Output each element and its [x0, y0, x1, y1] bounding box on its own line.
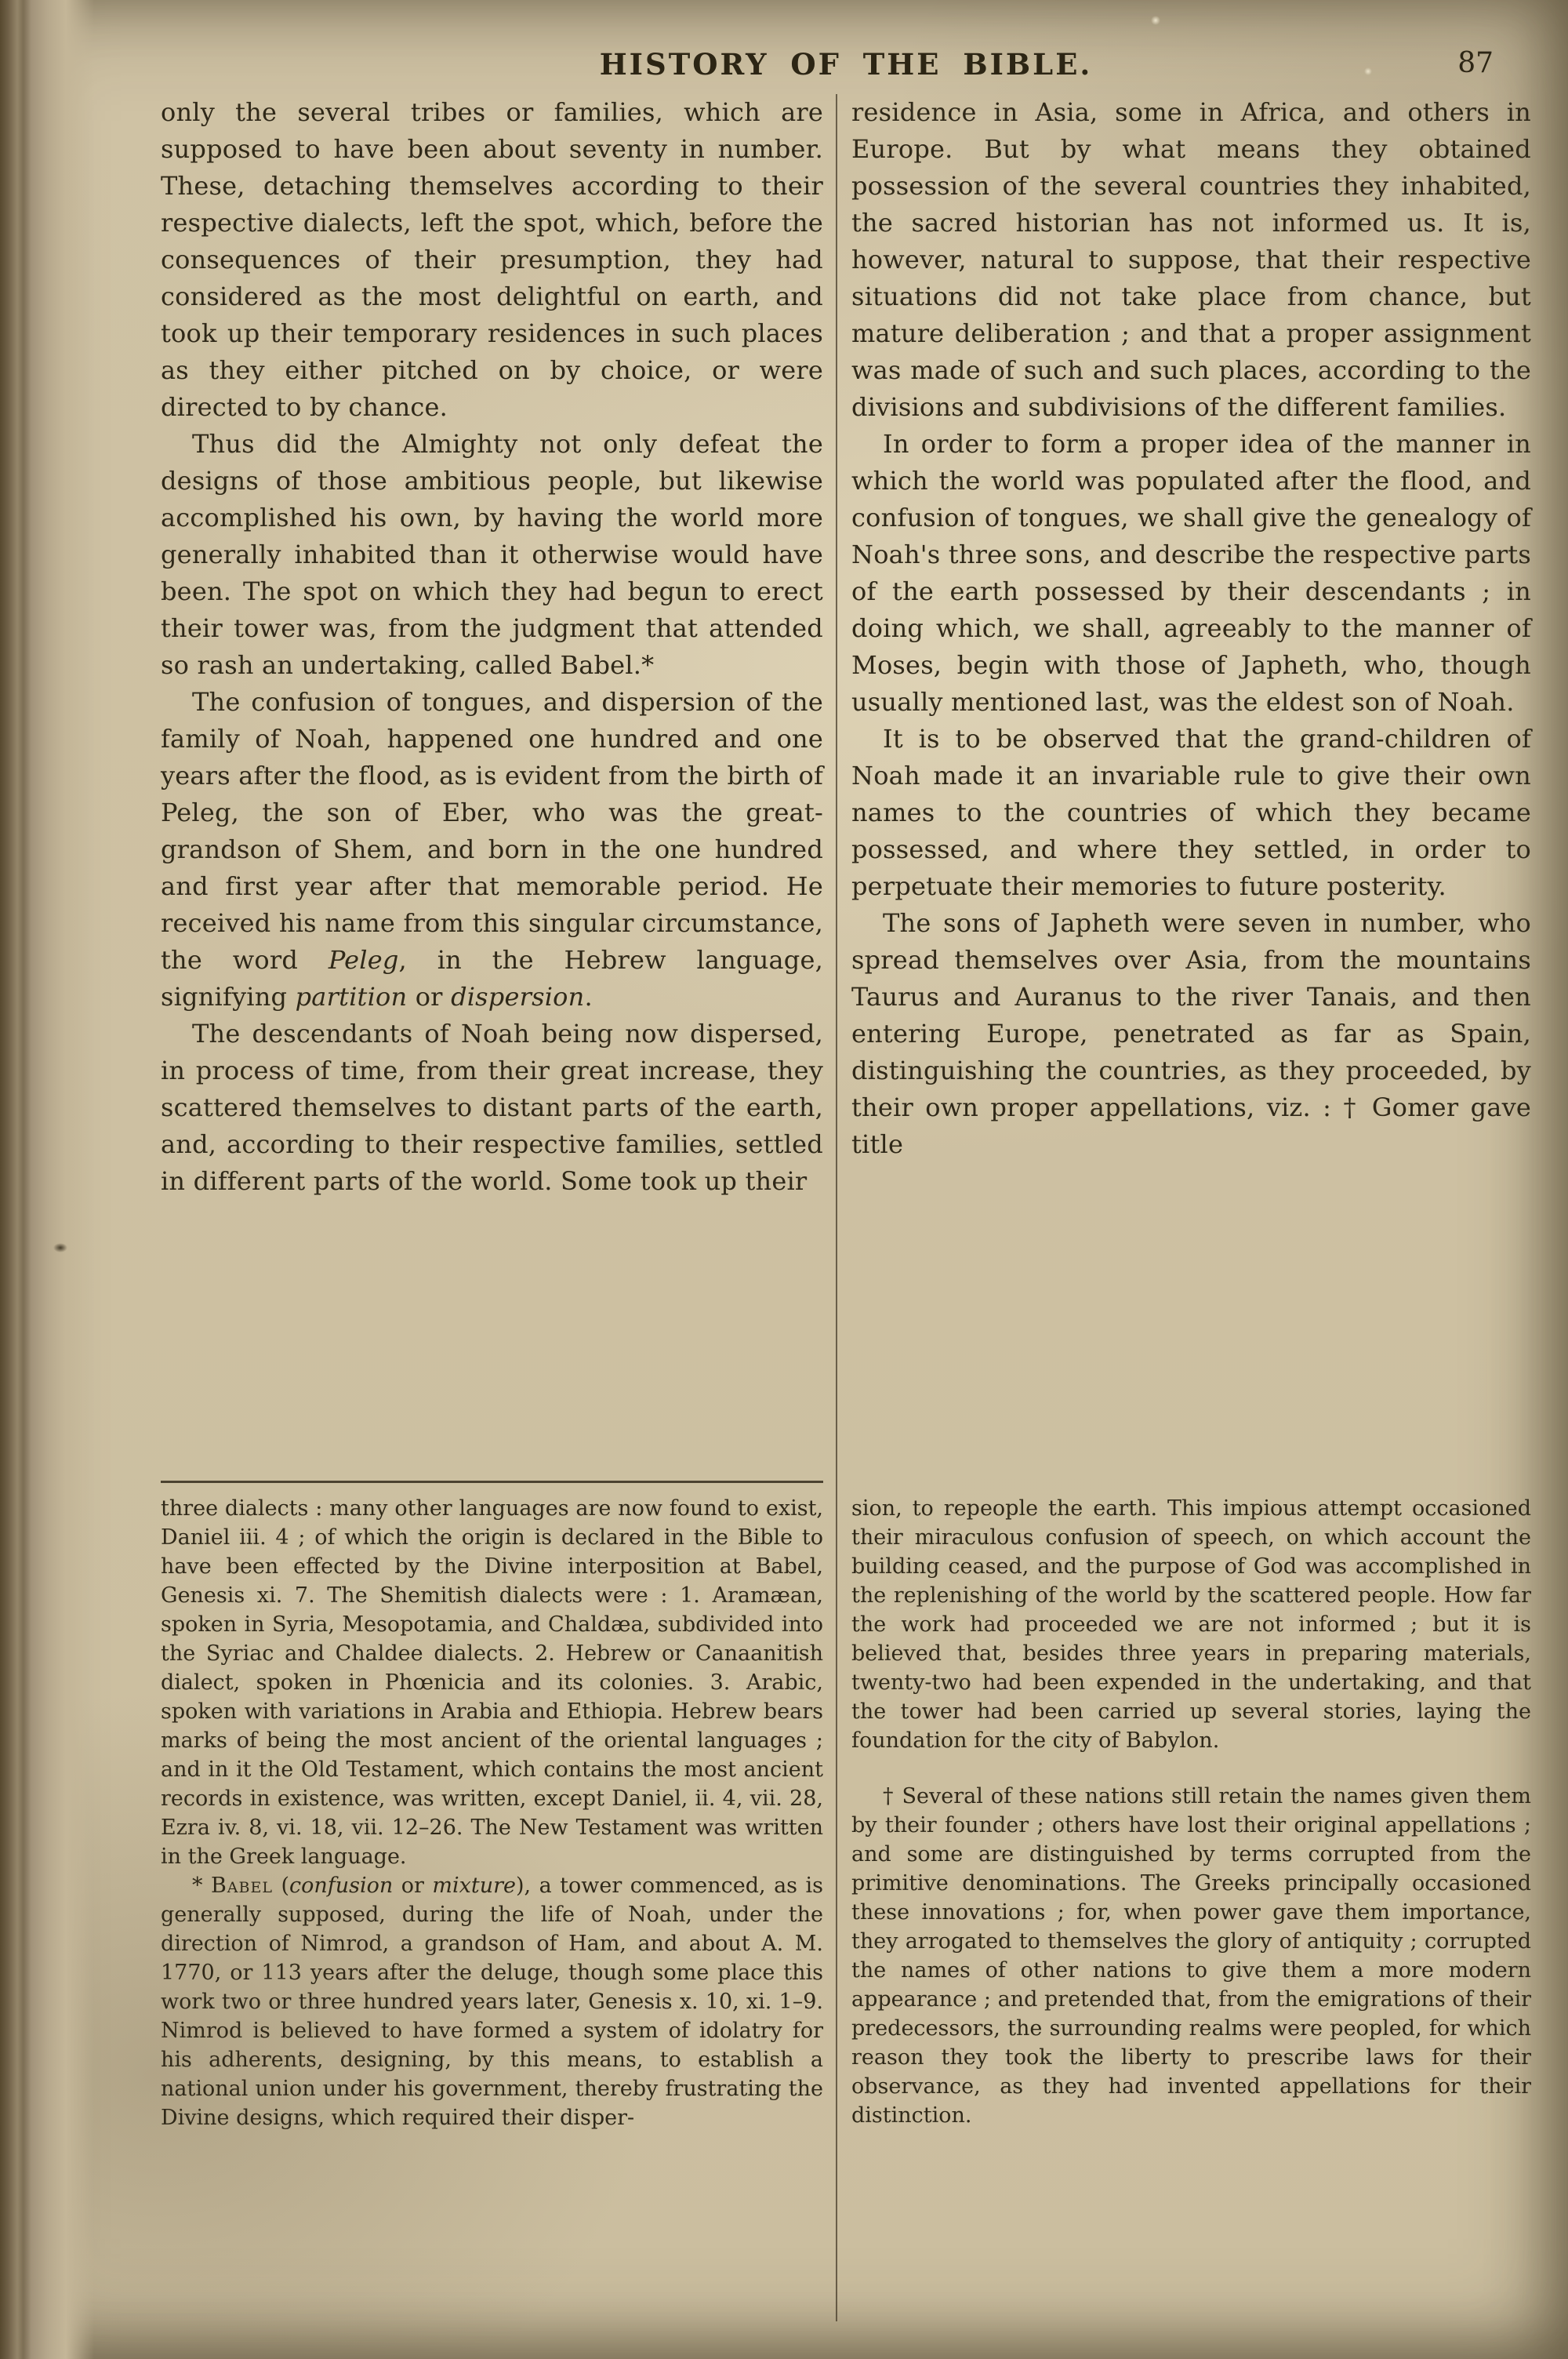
page-number: 87: [1457, 47, 1494, 79]
main-paragraph: The descendants of Noah being now dispersed, in process of time, from their great increase, they scattered themselves to distant parts of the earth, and, according to their respective families, settled in different parts of the world. Some took up their: [161, 1019, 823, 1196]
footnotes: [161, 1481, 1531, 2132]
footnote-asterisk-paragraph: * Babel (confusion or mixture), a tower commenced, as is generally supposed, during the life of Noah, under the direction of Nimrod, a grandson of Ham, and about A. M. 1770, or 113 years after the deluge, though some place this work two or three hundred years later, Genesis x. 10, xi. 1–9. Nimrod is believed to have formed a system of idolatry for his adherents, designing, by this means, to establish a national union under his government, thereby frustrating the Divine designs, which required their disper-: [161, 1874, 823, 2130]
footnote-left-column: [161, 1481, 823, 2132]
main-left-column: [161, 94, 823, 1200]
main-paragraph: The confusion of tongues, and dispersion of the family of Noah, happened one hundred and one years after the flood, as is evident from the birth of Peleg, the son of Eber, who was the great-grandson of Shem, and born in the one hundred and first year after that memorable period. He received his name from this singular circumstance, the word Peleg, in the Hebrew language, signifying partition or dispersion.: [161, 687, 823, 1012]
page-title: HISTORY OF THE BIBLE.: [599, 47, 1093, 82]
paper-speck: [1151, 16, 1160, 25]
main-text: [161, 94, 1531, 1200]
page-header: [161, 47, 1531, 91]
main-paragraph: In order to form a proper idea of the manner in which the world was populated after the flood, and confusion of tongues, we shall give the genealogy of Noah's three sons, and describe the respective parts of the earth possessed by their descendants ; in doing which, we shall, agreeably to the manner of Moses, begin with those of Japheth, who, though usually mentioned last, was the eldest son of Noah.: [851, 429, 1531, 717]
main-right-column: [851, 94, 1531, 1200]
footnote-dagger-paragraph: † Several of these nations still retain the names given them by their founder ; others have lost their original appellations ; and some are distinguished by terms corrupted from the primitive denominations. The Greeks principally occasioned these innovations ; for, when power gave them importance, they arrogated to themselves the glory of antiquity ; corrupted the names of other nations to give them a more modern appearance ; and pretended that, from the emigrations of their predecessors, the surrounding realms were peopled, for which reason they took the liberty to prescribe laws for their observance, as they had invented appellations for their distinction.: [851, 1784, 1531, 2128]
main-paragraph: only the several tribes or families, which are supposed to have been about seventy in number. These, detaching themselves according to their respective dialects, left the spot, which, before the consequences of their presumption, they had considered as the most delightful on earth, and took up their temporary residences in such places as they either pitched on by choice, or were directed to by chance.: [161, 97, 823, 422]
footnote-paragraph: three dialects : many other languages are now found to exist, Daniel iii. 4 ; of which the origin is declared in the Bible to have been effected by the Divine interposition at Babel, Genesis xi. 7. The Shemitish dialects were : 1. Aramæan, spoken in Syria, Mesopotamia, and Chaldæa, subdivided into the Syriac and Chaldee dialects. 2. Hebrew or Canaanitish dialect, spoken in Phœnicia and its colonies. 3. Arabic, spoken with variations in Arabia and Ethiopia. Hebrew bears marks of being the most ancient of the oriental languages ; and in it the Old Testament, which contains the most ancient records in existence, was written, except Daniel, ii. 4, vii. 28, Ezra iv. 8, vi. 18, vii. 12–26. The New Testament was written in the Greek language.: [161, 1496, 823, 1869]
main-paragraph: The sons of Japheth were seven in number, who spread themselves over Asia, from the mountains Taurus and Auranus to the river Tanais, and then entering Europe, penetrated as far as Spain, distinguishing the countries, as they proceeded, by their own proper appellations, viz. : † Gomer gave title: [851, 908, 1531, 1159]
ink-speck: [53, 1243, 67, 1252]
footnote-right-column: [851, 1481, 1531, 2132]
main-paragraph: Thus did the Almighty not only defeat the designs of those ambitious people, but likewise accomplished his own, by having the world more generally inhabited than it otherwise would have been. The spot on which they had begun to erect their tower was, from the judgment that attended so rash an undertaking, called Babel.*: [161, 429, 823, 680]
page-gutter-shadow: [0, 0, 94, 2359]
footnote-paragraph: sion, to repeople the earth. This impious attempt occasioned their miraculous confusion of speech, on which account the building ceased, and the purpose of God was accomplished in the replenishing of the world by the scattered people. How far the work had proceeded we are not informed ; but it is believed that, besides three years in preparing materials, twenty-two had been expended in the undertaking, and that the tower had been carried up several stories, laying the foundation for the city of Babylon.: [851, 1496, 1531, 1753]
main-paragraph: residence in Asia, some in Africa, and others in Europe. But by what means they obtained possession of the several countries they inhabited, the sacred historian has not informed us. It is, however, natural to suppose, that their respective situations did not take place from chance, but mature deliberation ; and that a proper assignment was made of such and such places, according to the divisions and subdivisions of the different families.: [851, 97, 1531, 422]
page-content: [161, 47, 1531, 2353]
main-paragraph: It is to be observed that the grand-children of Noah made it an invariable rule to give their own names to the countries of which they became possessed, and where they settled, in order to perpetuate their memories to future posterity.: [851, 724, 1531, 901]
